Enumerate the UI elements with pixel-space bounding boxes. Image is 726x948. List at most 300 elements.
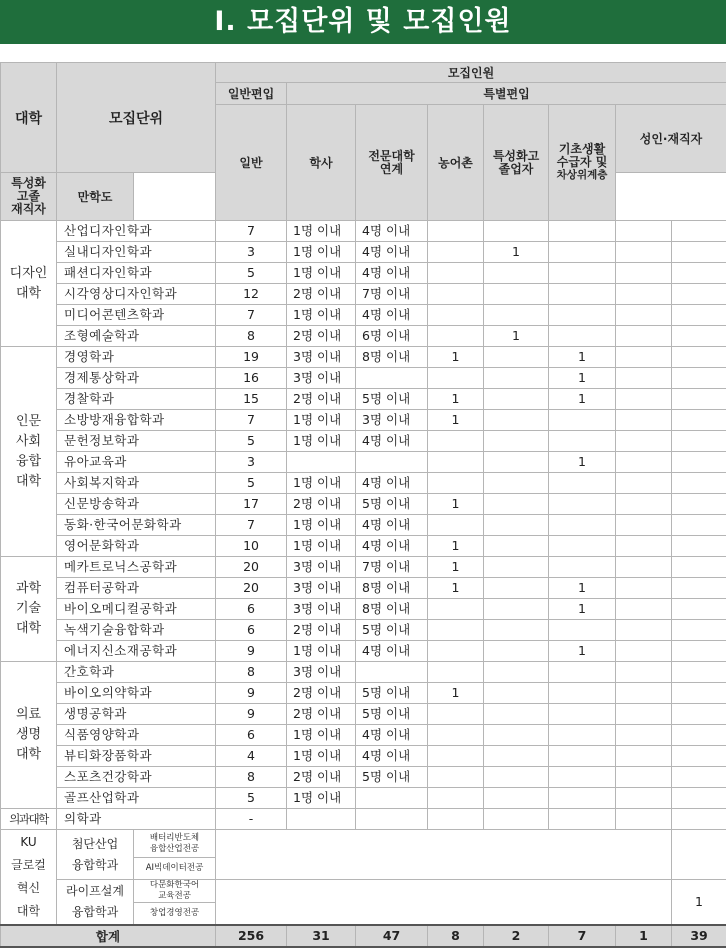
late-learner-count — [672, 494, 726, 515]
header-adult-worker: 성인·재직자 — [616, 105, 726, 173]
general-count: 6 — [216, 725, 287, 746]
dept-name: 산업디자인학과 — [57, 221, 216, 242]
empty-cell — [428, 809, 484, 830]
track-name — [134, 903, 216, 925]
empty-cell — [549, 809, 616, 830]
basic-living-count — [549, 767, 616, 788]
late-learner-count — [672, 389, 726, 410]
dept-name: 실내디자인학과 — [57, 242, 216, 263]
empty-cell — [216, 880, 672, 925]
rural-count — [428, 746, 484, 767]
basic-living-count — [549, 263, 616, 284]
specialized-hs-count — [484, 284, 549, 305]
specialized-hs-count — [484, 389, 549, 410]
basic-living-count — [549, 515, 616, 536]
rural-count: 1 — [428, 557, 484, 578]
late-learner-count — [672, 221, 726, 242]
table-row — [1, 452, 726, 473]
header-recruit: 모집인원 — [216, 63, 726, 83]
dept-name-line: 첨단산업 — [57, 834, 133, 855]
track-name-line: 교육전공 — [134, 891, 215, 902]
general-count: 16 — [216, 368, 287, 389]
general-count: 5 — [216, 473, 287, 494]
dept-name — [57, 880, 134, 925]
rural-count: 1 — [428, 578, 484, 599]
total-rural: 8 — [428, 925, 484, 947]
junior-college-quota: 5명 이내 — [356, 389, 428, 410]
dept-name: 신문방송학과 — [57, 494, 216, 515]
basic-living-count — [549, 704, 616, 725]
college-name-line: 대학 — [1, 472, 56, 492]
junior-college-quota: 6명 이내 — [356, 326, 428, 347]
table-header — [1, 63, 726, 221]
rural-count — [428, 767, 484, 788]
bachelor-quota: 3명 이내 — [287, 599, 356, 620]
junior-college-quota — [356, 788, 428, 809]
late-learner-count — [672, 368, 726, 389]
bachelor-quota: 2명 이내 — [287, 767, 356, 788]
rural-count — [428, 242, 484, 263]
late-learner-count — [672, 788, 726, 809]
basic-living-count — [549, 788, 616, 809]
late-learner-count — [672, 662, 726, 683]
track-name-line: 배터리반도체 — [134, 833, 215, 844]
bachelor-quota: 1명 이내 — [287, 725, 356, 746]
general-count: 6 — [216, 599, 287, 620]
general-count: 3 — [216, 242, 287, 263]
table-row — [1, 305, 726, 326]
specialized-worker-count: 1 — [672, 880, 726, 925]
general-count: 8 — [216, 767, 287, 788]
rural-count: 1 — [428, 347, 484, 368]
late-learner-count — [672, 263, 726, 284]
specialized-worker-count — [616, 284, 672, 305]
bachelor-quota: 2명 이내 — [287, 494, 356, 515]
college-name — [1, 662, 57, 809]
basic-living-count — [549, 410, 616, 431]
bachelor-quota: 1명 이내 — [287, 473, 356, 494]
specialized-hs-count — [484, 746, 549, 767]
late-learner-count — [672, 620, 726, 641]
late-learner-count — [672, 431, 726, 452]
late-learner-count — [672, 557, 726, 578]
late-learner-count — [672, 536, 726, 557]
table-row — [1, 431, 726, 452]
bachelor-quota: 3명 이내 — [287, 578, 356, 599]
bachelor-quota: 1명 이내 — [287, 242, 356, 263]
table-row — [1, 284, 726, 305]
track-name — [134, 858, 216, 880]
table-row — [1, 746, 726, 767]
rural-count — [428, 704, 484, 725]
dept-name: 골프산업학과 — [57, 788, 216, 809]
rural-count — [428, 641, 484, 662]
specialized-worker-count — [616, 662, 672, 683]
general-count: 20 — [216, 557, 287, 578]
rural-count — [428, 305, 484, 326]
header-general: 일반 — [216, 105, 287, 221]
table-row — [1, 809, 726, 830]
general-count: 8 — [216, 326, 287, 347]
specialized-worker-count — [616, 620, 672, 641]
college-name-line: 융합 — [1, 452, 56, 472]
table-row — [1, 578, 726, 599]
late-learner-count — [672, 452, 726, 473]
specialized-hs-count — [484, 410, 549, 431]
header-bachelor: 학사 — [287, 105, 356, 221]
general-count: 19 — [216, 347, 287, 368]
college-name — [1, 557, 57, 662]
bachelor-quota: 2명 이내 — [287, 284, 356, 305]
bachelor-quota: 1명 이내 — [287, 515, 356, 536]
late-learner-count — [672, 326, 726, 347]
bachelor-quota — [287, 452, 356, 473]
general-count: 10 — [216, 536, 287, 557]
table-row — [1, 641, 726, 662]
total-spec-worker: 1 — [616, 925, 672, 947]
track-name-line: 융합산업전공 — [134, 844, 215, 855]
junior-college-quota: 4명 이내 — [356, 263, 428, 284]
recruitment-table — [0, 62, 726, 948]
specialized-hs-count: 1 — [484, 326, 549, 347]
college-name-line: 인문 — [1, 412, 56, 432]
header-basic-living: 기초생활 수급자 및 차상위계층 — [549, 105, 616, 221]
junior-college-quota: 4명 이내 — [356, 473, 428, 494]
specialized-worker-count — [616, 452, 672, 473]
empty-cell — [672, 809, 726, 830]
track-name — [134, 880, 216, 903]
table-row — [1, 620, 726, 641]
specialized-worker-count — [616, 368, 672, 389]
rural-count: 1 — [428, 683, 484, 704]
college-name-line: 과학 — [1, 579, 56, 599]
late-learner-count — [672, 410, 726, 431]
specialized-worker-count — [616, 557, 672, 578]
basic-living-count — [549, 536, 616, 557]
specialized-hs-count — [484, 662, 549, 683]
bachelor-quota: 2명 이내 — [287, 620, 356, 641]
junior-college-quota: 8명 이내 — [356, 599, 428, 620]
bachelor-quota: 1명 이내 — [287, 221, 356, 242]
dept-name: 스포츠건강학과 — [57, 767, 216, 788]
table-row — [1, 326, 726, 347]
specialized-worker-count — [616, 515, 672, 536]
dept-name: 동화·한국어문화학과 — [57, 515, 216, 536]
bachelor-quota: 1명 이내 — [287, 305, 356, 326]
specialized-hs-count — [484, 305, 549, 326]
general-count: 9 — [216, 704, 287, 725]
late-learner-count — [672, 725, 726, 746]
basic-living-count — [549, 284, 616, 305]
general-count: 3 — [216, 452, 287, 473]
table-body — [1, 221, 726, 947]
junior-college-quota: 4명 이내 — [356, 725, 428, 746]
dept-name: 녹색기술융합학과 — [57, 620, 216, 641]
college-name-line: 기술 — [1, 599, 56, 619]
basic-living-count — [549, 683, 616, 704]
specialized-hs-count — [484, 473, 549, 494]
specialized-worker-count — [616, 746, 672, 767]
general-count: 5 — [216, 788, 287, 809]
dept-name: 경제통상학과 — [57, 368, 216, 389]
college-name-line: KU — [1, 831, 56, 854]
bachelor-quota: 3명 이내 — [287, 368, 356, 389]
general-count: 15 — [216, 389, 287, 410]
empty-cell — [356, 809, 428, 830]
header-college: 대학 — [1, 63, 57, 173]
track-name-line: 창업경영전공 — [134, 908, 215, 919]
table-row — [1, 515, 726, 536]
junior-college-quota — [356, 368, 428, 389]
basic-living-count — [549, 620, 616, 641]
header-special-transfer: 특별편입 — [287, 83, 726, 105]
general-count: 6 — [216, 620, 287, 641]
college-name-line: 혁신 — [1, 877, 56, 900]
bachelor-quota: 1명 이내 — [287, 431, 356, 452]
dept-name-line: 라이프설계 — [57, 881, 133, 902]
dept-name: 시각영상디자인학과 — [57, 284, 216, 305]
junior-college-quota: 4명 이내 — [356, 515, 428, 536]
table-row — [1, 347, 726, 368]
junior-college-quota: 4명 이내 — [356, 746, 428, 767]
rural-count — [428, 662, 484, 683]
junior-college-quota: 5명 이내 — [356, 767, 428, 788]
rural-count — [428, 284, 484, 305]
junior-college-quota: 4명 이내 — [356, 536, 428, 557]
table-row — [1, 830, 726, 858]
specialized-worker-count — [616, 410, 672, 431]
general-count: 7 — [216, 305, 287, 326]
total-late: 39 — [672, 925, 726, 947]
general-count: 12 — [216, 284, 287, 305]
specialized-worker-count — [616, 578, 672, 599]
junior-college-quota: 7명 이내 — [356, 557, 428, 578]
junior-college-quota: 3명 이내 — [356, 410, 428, 431]
junior-college-quota: 4명 이내 — [356, 431, 428, 452]
page-title: I. 모집단위 및 모집인원 — [214, 6, 511, 37]
table-row — [1, 494, 726, 515]
rural-count — [428, 599, 484, 620]
specialized-hs-count — [484, 599, 549, 620]
dept-name: 사회복지학과 — [57, 473, 216, 494]
general-count: 4 — [216, 746, 287, 767]
rural-count — [428, 620, 484, 641]
junior-college-quota: 5명 이내 — [356, 620, 428, 641]
dept-name: 바이오의약학과 — [57, 683, 216, 704]
bachelor-quota: 3명 이내 — [287, 662, 356, 683]
specialized-worker-count — [616, 263, 672, 284]
specialized-hs-count — [484, 704, 549, 725]
dept-name: 문헌정보학과 — [57, 431, 216, 452]
late-learner-count — [672, 473, 726, 494]
basic-living-count — [549, 494, 616, 515]
header-specialized-hs: 특성화고 졸업자 — [484, 105, 549, 221]
basic-living-count: 1 — [549, 578, 616, 599]
specialized-hs-count — [484, 683, 549, 704]
specialized-hs-count — [484, 221, 549, 242]
table-row — [1, 473, 726, 494]
junior-college-quota: 4명 이내 — [356, 221, 428, 242]
rural-count: 1 — [428, 410, 484, 431]
specialized-hs-count — [484, 767, 549, 788]
general-count: 8 — [216, 662, 287, 683]
college-name-line: 사회 — [1, 432, 56, 452]
bachelor-quota: 3명 이내 — [287, 347, 356, 368]
table-row — [1, 599, 726, 620]
basic-living-count — [549, 473, 616, 494]
dept-name: 바이오메디컬공학과 — [57, 599, 216, 620]
general-count: 7 — [216, 221, 287, 242]
specialized-worker-count — [616, 473, 672, 494]
specialized-hs-count: 1 — [484, 242, 549, 263]
general-count: 5 — [216, 263, 287, 284]
basic-living-count: 1 — [549, 641, 616, 662]
empty-cell — [287, 809, 356, 830]
rural-count — [428, 515, 484, 536]
late-learner-count — [672, 515, 726, 536]
rural-count: 1 — [428, 389, 484, 410]
empty-cell — [484, 809, 549, 830]
general-count: 9 — [216, 683, 287, 704]
basic-living-count — [549, 725, 616, 746]
total-junior: 47 — [356, 925, 428, 947]
table-row — [1, 662, 726, 683]
basic-living-count — [549, 662, 616, 683]
track-name-line: AI빅데이터전공 — [134, 863, 215, 874]
dept-name: 컴퓨터공학과 — [57, 578, 216, 599]
dept-name — [57, 830, 134, 880]
dept-name-line: 융합학과 — [57, 855, 133, 876]
header-specialized-hs-worker: 특성화 고졸 재직자 — [1, 173, 57, 221]
empty-cell — [216, 830, 672, 880]
bachelor-quota: 2명 이내 — [287, 683, 356, 704]
bachelor-quota: 1명 이내 — [287, 641, 356, 662]
table-row — [1, 536, 726, 557]
specialized-worker-count — [616, 389, 672, 410]
specialized-hs-count — [484, 788, 549, 809]
late-learner-count — [672, 578, 726, 599]
college-name — [1, 221, 57, 347]
specialized-hs-count — [484, 641, 549, 662]
header-unit: 모집단위 — [57, 63, 216, 173]
table-row — [1, 683, 726, 704]
basic-living-count — [549, 431, 616, 452]
specialized-hs-count — [484, 578, 549, 599]
table-row — [1, 221, 726, 242]
specialized-worker-count — [616, 347, 672, 368]
basic-living-count — [549, 242, 616, 263]
total-general: 256 — [216, 925, 287, 947]
college-name-line: 대학 — [1, 284, 56, 304]
dept-name: 생명공학과 — [57, 704, 216, 725]
college-name-line: 대학 — [1, 745, 56, 765]
dept-name: 미디어콘텐츠학과 — [57, 305, 216, 326]
college-name — [1, 830, 57, 925]
dept-name: 의학과 — [57, 809, 216, 830]
specialized-hs-count — [484, 725, 549, 746]
specialized-worker-count — [616, 242, 672, 263]
table-row — [1, 389, 726, 410]
specialized-hs-count — [484, 620, 549, 641]
rural-count — [428, 368, 484, 389]
junior-college-quota: 8명 이내 — [356, 347, 428, 368]
college-name: 의과대학 — [1, 809, 57, 830]
junior-college-quota — [356, 452, 428, 473]
table-row — [1, 410, 726, 431]
college-name-line: 대학 — [1, 900, 56, 923]
header-late-learner: 만학도 — [57, 173, 134, 221]
rural-count: 1 — [428, 494, 484, 515]
total-label: 합계 — [1, 925, 216, 947]
late-learner-count — [672, 704, 726, 725]
late-learner-count — [672, 242, 726, 263]
recruitment-table-wrap — [0, 62, 726, 948]
dept-name: 유아교육과 — [57, 452, 216, 473]
specialized-worker-count — [616, 641, 672, 662]
bachelor-quota: 1명 이내 — [287, 410, 356, 431]
specialized-worker-count — [616, 326, 672, 347]
specialized-hs-count — [484, 347, 549, 368]
basic-living-count: 1 — [549, 389, 616, 410]
junior-college-quota: 5명 이내 — [356, 683, 428, 704]
rural-count — [428, 473, 484, 494]
track-name — [134, 830, 216, 858]
total-bachelor: 31 — [287, 925, 356, 947]
late-learner-count — [672, 683, 726, 704]
track-name-line: 다문화한국어 — [134, 880, 215, 891]
specialized-worker-count — [616, 221, 672, 242]
total-basic: 7 — [549, 925, 616, 947]
dept-name: 조형예술학과 — [57, 326, 216, 347]
junior-college-quota: 4명 이내 — [356, 641, 428, 662]
table-row — [1, 263, 726, 284]
dept-name: 경찰학과 — [57, 389, 216, 410]
empty-cell — [616, 809, 672, 830]
header-general-transfer: 일반편입 — [216, 83, 287, 105]
bachelor-quota: 2명 이내 — [287, 326, 356, 347]
general-count: 20 — [216, 578, 287, 599]
specialized-hs-count — [484, 368, 549, 389]
junior-college-quota: 5명 이내 — [356, 494, 428, 515]
header-junior-college: 전문대학 연계 — [356, 105, 428, 221]
late-learner-count — [672, 305, 726, 326]
bachelor-quota: 1명 이내 — [287, 536, 356, 557]
basic-living-count: 1 — [549, 368, 616, 389]
rural-count — [428, 725, 484, 746]
dept-name: 간호학과 — [57, 662, 216, 683]
dept-name: 패션디자인학과 — [57, 263, 216, 284]
dept-name: 메카트로닉스공학과 — [57, 557, 216, 578]
late-learner-count — [672, 347, 726, 368]
late-learner-count — [672, 746, 726, 767]
college-name-line: 글로컬 — [1, 854, 56, 877]
table-row — [1, 368, 726, 389]
dept-name: 영어문화학과 — [57, 536, 216, 557]
table-row — [1, 767, 726, 788]
basic-living-count — [549, 305, 616, 326]
general-count: 5 — [216, 431, 287, 452]
rural-count: 1 — [428, 536, 484, 557]
college-name-line: 디자인 — [1, 264, 56, 284]
junior-college-quota: 4명 이내 — [356, 242, 428, 263]
basic-living-count: 1 — [549, 599, 616, 620]
bachelor-quota: 1명 이내 — [287, 788, 356, 809]
basic-living-count: 1 — [549, 452, 616, 473]
general-count: - — [216, 809, 287, 830]
late-learner-count — [672, 641, 726, 662]
rural-count — [428, 221, 484, 242]
table-row — [1, 704, 726, 725]
